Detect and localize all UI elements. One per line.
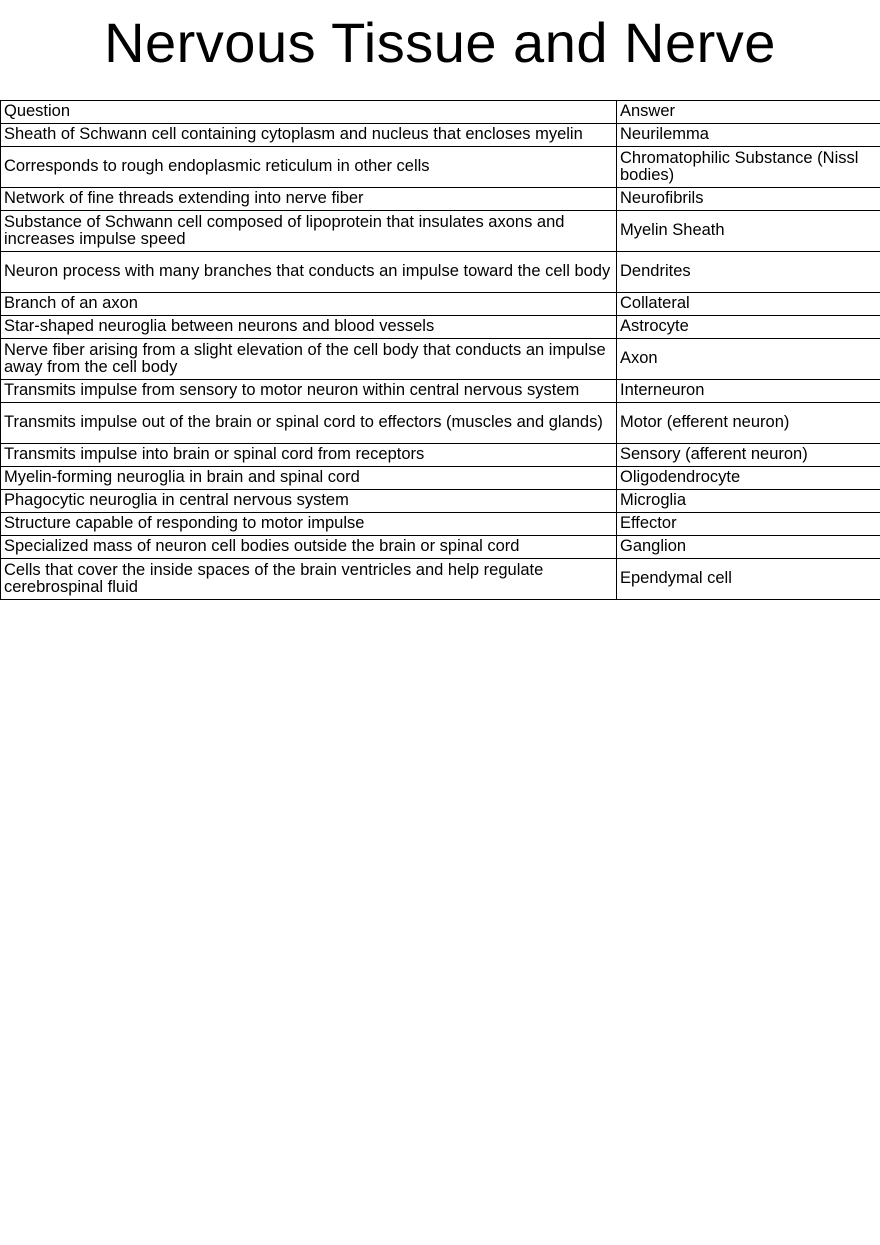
table-row [1, 188, 880, 211]
answer-cell: Ependymal cell [617, 559, 880, 600]
table-row [1, 380, 880, 403]
answer-cell: Ganglion [617, 536, 880, 559]
question-cell: Substance of Schwann cell composed of lipoprotein that insulates axons and increases impulse speed [1, 211, 617, 252]
question-cell: Structure capable of responding to motor impulse [1, 513, 617, 536]
table-row [1, 339, 880, 380]
question-cell: Cells that cover the inside spaces of the brain ventricles and help regulate cerebrospinal fluid [1, 559, 617, 600]
answer-cell: Neurilemma [617, 124, 880, 147]
question-cell: Corresponds to rough endoplasmic reticulum in other cells [1, 147, 617, 188]
question-cell: Myelin-forming neuroglia in brain and spinal cord [1, 467, 617, 490]
question-cell: Sheath of Schwann cell containing cytoplasm and nucleus that encloses myelin [1, 124, 617, 147]
question-cell: Branch of an axon [1, 293, 617, 316]
answer-cell: Chromatophilic Substance (Nissl bodies) [617, 147, 880, 188]
qa-table [0, 100, 880, 600]
question-cell: Specialized mass of neuron cell bodies outside the brain or spinal cord [1, 536, 617, 559]
answer-cell: Astrocyte [617, 316, 880, 339]
answer-cell: Myelin Sheath [617, 211, 880, 252]
answer-cell: Motor (efferent neuron) [617, 403, 880, 444]
table-row [1, 467, 880, 490]
answer-cell: Axon [617, 339, 880, 380]
answer-cell: Neurofibrils [617, 188, 880, 211]
table-row [1, 559, 880, 600]
answer-cell: Interneuron [617, 380, 880, 403]
table-row [1, 536, 880, 559]
table-row [1, 490, 880, 513]
question-cell: Neuron process with many branches that conducts an impulse toward the cell body [1, 252, 617, 293]
answer-cell: Microglia [617, 490, 880, 513]
question-cell: Star-shaped neuroglia between neurons and blood vessels [1, 316, 617, 339]
table-header-row [1, 101, 880, 124]
answer-cell: Dendrites [617, 252, 880, 293]
table-row [1, 147, 880, 188]
table-row [1, 316, 880, 339]
answer-cell: Collateral [617, 293, 880, 316]
question-cell: Transmits impulse from sensory to motor neuron within central nervous system [1, 380, 617, 403]
table-row [1, 211, 880, 252]
table-row [1, 444, 880, 467]
table-row [1, 513, 880, 536]
answer-cell: Oligodendrocyte [617, 467, 880, 490]
column-header-answer: Answer [617, 101, 880, 124]
table-row [1, 403, 880, 444]
question-cell: Network of fine threads extending into nerve fiber [1, 188, 617, 211]
table-row [1, 124, 880, 147]
table-row [1, 293, 880, 316]
answer-cell: Effector [617, 513, 880, 536]
question-cell: Phagocytic neuroglia in central nervous system [1, 490, 617, 513]
table-row [1, 252, 880, 293]
answer-cell: Sensory (afferent neuron) [617, 444, 880, 467]
page-title: Nervous Tissue and Nerve [104, 11, 776, 74]
question-cell: Transmits impulse out of the brain or spinal cord to effectors (muscles and glands) [1, 403, 617, 444]
question-cell: Nerve fiber arising from a slight elevation of the cell body that conducts an impulse away from the cell body [1, 339, 617, 380]
question-cell: Transmits impulse into brain or spinal cord from receptors [1, 444, 617, 467]
column-header-question: Question [1, 101, 617, 124]
